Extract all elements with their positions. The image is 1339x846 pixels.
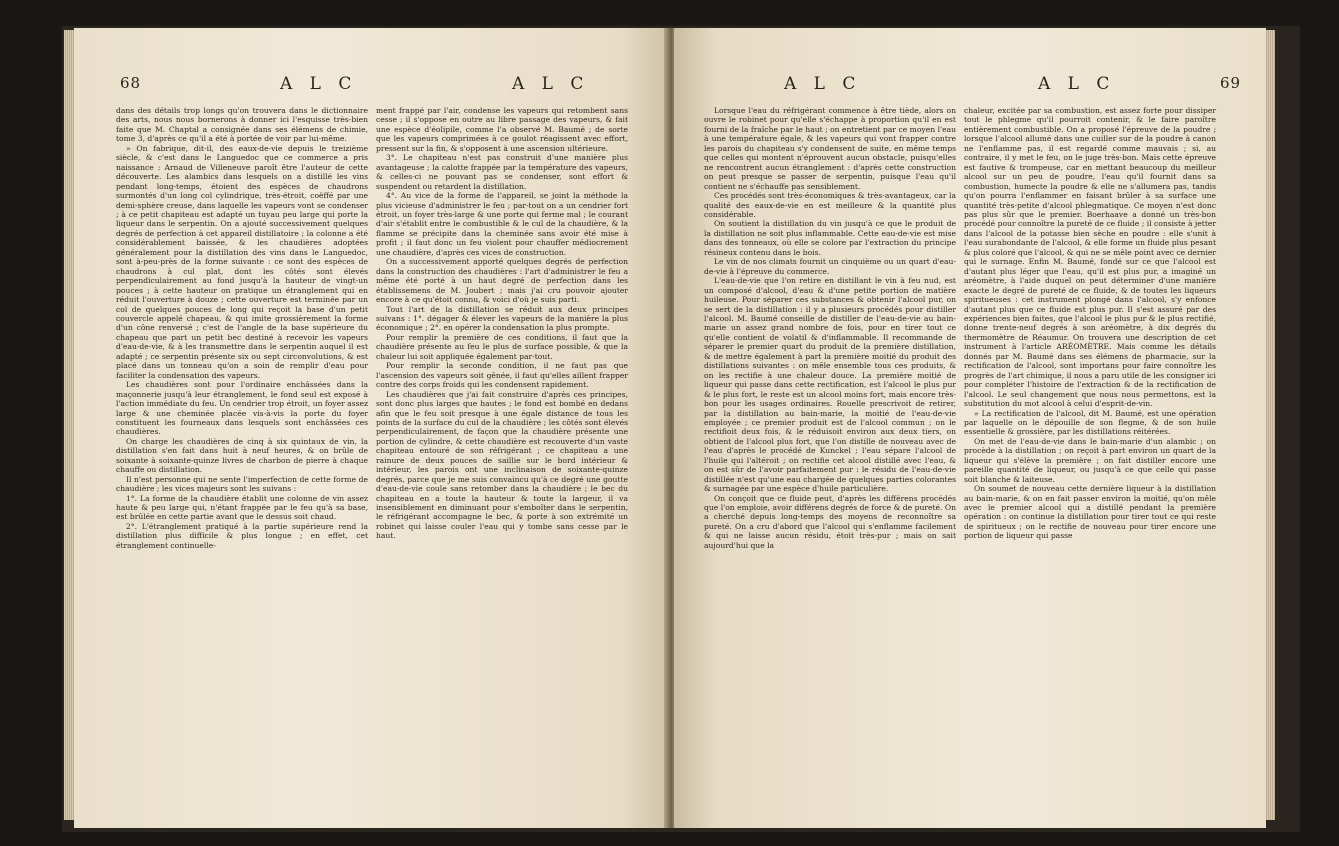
paragraph: Le vin de nos climats fournit un cinquième ou un quart d'eau-de-vie à l'épreuve du commerce. bbox=[704, 257, 956, 276]
paragraph: Pour remplir la première de ces conditions, il faut que la chaudière présente au feu le plus de surface possible, & que la chaleur lui soit appliquée également par-tout. bbox=[376, 332, 628, 361]
paragraph: Lorsque l'eau du réfrigérant commence à être tiède, alors on ouvre le robinet pour qu'elle s'échappe à proportion qu'il en est fourni de la fraîche par le haut ; on entretient par ce moyen l'eau à une température égale, & les vapeurs qui vont frapper contre les parois du chapiteau s'y condensent de suite, en même temps que celles qui montent n'éprouvent aucun obstacle, puisqu'elles ne rencontrent aucun étranglement : d'après cette construction on peut presque se passer de serpentin, puisque l'eau qu'il contient ne s'échauffe pas sensiblement. bbox=[704, 106, 956, 191]
paragraph: Pour remplir la seconde condition, il ne faut pas que l'ascension des vapeurs soit gênée, il faut qu'elles aillent frapper contre des corps froids qui les condensent rapidement. bbox=[376, 361, 628, 390]
paragraph: On a successivement apporté quelques degrés de perfection dans la construction des chaudières : l'art d'administrer le feu a même été porté à un haut degré de perfection dans les établissemens de M. Joubert ; mais j'ai cru pouvoir ajouter encore à ce qu'étoit connu, & voici d'où je suis parti. bbox=[376, 257, 628, 305]
running-head: A L C bbox=[280, 74, 358, 94]
paragraph: 3°. Le chapiteau n'est pas construit d'une manière plus avantageuse ; la calotte frappée par la température des vapeurs, & celles-ci ne pouvant pas se condenser, sont effort & suspendent ou retardent la distillation. bbox=[376, 153, 628, 191]
paragraph: ment frappé par l'air, condense les vapeurs qui retombent sans cesse ; il s'oppose en outre au libre passage des vapeurs, & fait une espèce d'éolipile, comme l'a observé M. Baumé ; de sorte que les vapeurs comprimées à ce goulot réagissent avec effort, pressent sur la fin, & s'opposent à une ascension ultérieure. bbox=[376, 106, 628, 153]
text-column-left bbox=[116, 106, 368, 550]
left-page-edges bbox=[64, 30, 74, 820]
right-page-header bbox=[674, 74, 1266, 98]
paragraph: 4°. Au vice de la forme de l'appareil, se joint la méthode la plus vicieuse d'administrer le feu ; par-tout on a un cendrier fort étroit, un foyer très-large & une porte qui ferme mal ; le courant d'air s'établit entre le combustible & le cul de la chaudière, & la flamme se précipite dans la cheminée sans avoir été mise à profit ; il faut donc un feu violent pour chauffer médiocrement une chaudière, d'après ces vices de construction. bbox=[376, 191, 628, 257]
paragraph: On conçoit que ce fluide peut, d'après les différens procédés que l'on emploie, avoir différens degrés de force & de pureté. On a cherché depuis long-temps des moyens de reconnoître sa pureté. On a cru d'abord que l'alcool qui s'enflamme facilement & qui ne laisse aucun résidu, étoit très-pur ; mais on sait aujourd'hui que la bbox=[704, 493, 956, 550]
paragraph: On charge les chaudières de cinq à six quintaux de vin, la distillation s'en fait dans huit à neuf heures, & on brûle de soixante à soixante-quinze livres de charbon de pierre à chaque chauffe ou distillation. bbox=[116, 436, 368, 475]
paragraph: » La rectification de l'alcool, dit M. Baumé, est une opération par laquelle on le dépouille de son flegme, & de son huile essentielle & grossière, par les distillations réitérées. bbox=[964, 408, 1216, 437]
paragraph: L'eau-de-vie que l'on retire en distillant le vin à feu nud, est un composé d'alcool, d'eau & d'une petite portion de matière huileuse. Pour séparer ces substances & obtenir l'alcool pur, on se sert de la distillation : il y a plusieurs procédés pour distiller l'alcool. M. Baumé conseille de distiller de l'eau-de-vie au bain-marie un assez grand nombre de fois, pour en tirer tout ce qu'elle contient de volatil & d'inflammable. Il recommande de séparer le premier quart du produit de la première distillation, & de mettre également à part la première moitié du produit des distillations suivantes : on mêle ensemble tous ces produits, & on les rectifie à une chaleur douce. La première moitié de liqueur qui passe dans cette rectification, est l'alcool le plus pur & le plus fort, le reste est un alcool moins fort, mais encore très-bon pour les usages ordinaires. Rouelle prescrivoit de retirer, par la distillation au bain-marie, la moitié de l'eau-de-vie employée ; ce premier produit est de l'alcool commun ; on le rectifioit deux fois, & le réduisoit environ aux deux tiers, on obtient de l'alcool plus fort, que l'on distille de nouveau avec de l'eau d'après le procédé de Kunckel ; l'eau sépare l'alcool de l'huile qui l'altéroit ; on rectifie cet alcool distillé avec l'eau, & on est sûr de l'avoir parfaitement pur : le résidu de l'eau-de-vie distillée n'est qu'une eau chargée de quelques parties colorantes & surnagée par une espèce d'huile particulière. bbox=[704, 276, 956, 494]
paragraph: » On fabrique, dit-il, des eaux-de-vie depuis le treizième siècle, & c'est dans le Languedoc que ce commerce a pris naissance : Arnaud de Villeneuve paroît être l'auteur de cette découverte. Les alambics dans lesquels on a distillé les vins pendant long-temps, étoient des espèces de chaudrons surmontés d'un long col cylindrique, très-étroit, coëffé par une demi-sphère creuse, dans laquelle les vapeurs vont se condenser ; à ce petit chapiteau est adapté un tuyau peu large qui porte la liqueur dans le serpentin. On a ajouté successivement quelques degrés de perfection à cet appareil distillatoire ; la colonne a été considérablement baissée, & les chaudières adoptées généralement pour la distillation des vins dans le Languedoc, sont à-peu-près de la forme suivante : ce sont des espèces de chaudrons à cul plat, dont les côtés sont élevés perpendiculairement au fond jusqu'à la hauteur de vingt-un pouces ; à cette hauteur on pratique un étranglement qui en réduit l'ouverture à douze ; cette ouverture est terminée par un col de quelques pouces de long qui reçoit la base d'un petit couvercle appelé chapeau, & qui imite grossièrement la forme d'un cône renversé ; c'est de l'angle de la base supérieure du chapeau que part un petit bec destiné à recevoir les vapeurs d'eau-de-vie, & à les transmettre dans le serpentin auquel il est adapté ; ce serpentin présente six ou sept circonvolutions, & est placé dans un tonneau qu'on a soin de remplir d'eau pour faciliter la condensation des vapeurs. bbox=[116, 143, 368, 380]
paragraph: Les chaudières sont pour l'ordinaire enchâssées dans la maçonnerie jusqu'à leur étranglement, le fond seul est exposé à l'action immédiate du feu. Un cendrier trop étroit, un foyer assez large & une cheminée placée vis-à-vis la porte du foyer constituent les fourneaux dans lesquels sont enchâssées ces chaudières. bbox=[116, 380, 368, 437]
text-column-left bbox=[704, 106, 956, 550]
paragraph: On soumet de nouveau cette dernière liqueur à la distillation au bain-marie, & on en fait passer environ la moitié, qu'on mêle avec le premier alcool qui a distillé pendant la première opération : on continue la distillation pour tirer tout ce qui reste de spiritueux ; on le rectifie de nouveau pour tirer encore une portion de liqueur qui passe bbox=[964, 484, 1216, 541]
paragraph: On met de l'eau-de-vie dans le bain-marie d'un alambic ; on procède à la distillation ; on reçoit à part environ un quart de la liqueur qui s'élève la première ; on fait distiller encore une pareille quantité de liqueur, ou jusqu'à ce que celle qui passe soit blanche & laiteuse. bbox=[964, 436, 1216, 484]
paragraph: Les chaudières que j'ai fait construire d'après ces principes, sont donc plus larges que hautes ; le fond est bombé en dedans afin que le feu soit presque à une égale distance de tous les points de la surface du cul de la chaudière ; les côtés sont élevés perpendiculairement, de façon que la chaudière présente une portion de cylindre, & cette chaudière est recouverte d'un vaste chapiteau entouré de son réfrigérant ; ce chapiteau a une rainure de deux pouces de saillie sur le bord intérieur & intérieur, les parois ont une inclinaison de soixante-quinze degrés, parce que je me suis convaincu qu'à ce degré une goutte d'eau-de-vie coule sans retomber dans la chaudière ; le bec du chapiteau en a toute la hauteur & toute la largeur, il va insensiblement en diminuant pour s'emboîter dans le serpentin, le réfrigérant accompagne le bec, & porte à son extrémité un robinet qui laisse couler l'eau qui y tombe sans cesse par le haut. bbox=[376, 389, 628, 541]
running-head: A L C bbox=[784, 74, 862, 94]
left-page bbox=[74, 28, 668, 828]
running-head: A L C bbox=[1038, 74, 1116, 94]
paragraph: 2°. L'étranglement pratiqué à la partie supérieure rend la distillation plus difficile & plus longue ; en effet, cet étranglement continuelle- bbox=[116, 521, 368, 550]
paragraph: dans des détails trop longs qu'on trouvera dans le dictionnaire des arts, nous nous bornerons à donner ici l'esquisse très-bien faite que M. Chaptal a consignée dans ses élémens de chimie, tome 3, d'après ce qu'il a été à portée de voir par lui-même. bbox=[116, 106, 368, 144]
paragraph: Il n'est personne qui ne sente l'imperfection de cette forme de chaudière ; les vices majeurs sont les suivans : bbox=[116, 474, 368, 494]
right-page bbox=[674, 28, 1266, 828]
text-column-right bbox=[964, 106, 1216, 541]
text-column-right bbox=[376, 106, 628, 541]
right-page-edges bbox=[1265, 30, 1275, 820]
paragraph: Ces procédés sont très-économiques & très-avantageux, car la qualité des eaux-de-vie en est meilleure & la quantité plus considérable. bbox=[704, 191, 956, 219]
paragraph: chaleur, excitée par sa combustion, est assez forte pour dissiper tout le phlegme qu'il pourroit contenir, & le faire paroître entièrement combustible. On a proposé l'épreuve de la poudre ; lorsque l'alcool allumé dans une cuiller sur de la poudre à canon ne l'enflamme pas, il est regardé comme mauvais ; si, au contraire, il y met le feu, on le juge très-bon. Mais cette épreuve est fautive & trompeuse, car en mettant beaucoup du meilleur alcool sur un peu de poudre, l'eau qu'il fournit dans sa combustion, humecte la poudre & elle ne s'allumera pas, tandis qu'on pourra l'enflammer en faisant brûler à sa surface une quantité très-petite d'alcool phlegmatique. Ce moyen n'est donc pas plus sûr que le premier. Boerhaave a donné un très-bon procédé pour connoître la pureté de ce fluide ; il consiste à jetter dans l'alcool de la potasse bien sèche en poudre : elle s'unit à l'eau surabondante de l'alcool, & elle forme un fluide plus pesant & plus coloré que l'alcool, & qui ne se mêle point avec ce dernier qui le surnage. Enfin M. Baumé, fondé sur ce que l'alcool est d'autant plus léger que l'eau, qu'il est plus pur, a imaginé un aréomètre, à l'aide duquel on peut déterminer d'une manière exacte le degré de pureté de ce fluide, & de toutes les liqueurs spiritueuses : cet instrument plongé dans l'alcool, s'y enfonce d'autant plus que ce fluide est plus pur. Il s'est assuré par des expériences bien faites, que l'alcool le plus pur & le plus rectifié, donne trente-neuf degrés à son aréomètre, à dix degrés du thermomètre de Réaumur. On trouvera une description de cet instrument à l'article ARÉOMÈTRE. Mais comme les détails donnés par M. Baumé dans ses élémens de pharmacie, sur la rectification de l'alcool, sont importans pour faire connoître les progrès de l'art chimique, il nous a paru utile de les consigner ici pour compléter l'histoire de l'extraction & de la rectification de l'alcool. Le seul changement que nous nous permettons, est la substitution du mot alcool à celui d'esprit-de-vin. bbox=[964, 106, 1216, 409]
paragraph: 1°. La forme de la chaudière établit une colonne de vin assez haute & peu large qui, n'étant frappée par le feu qu'à sa base, est brûlée en cette partie avant que le dessus soit chaud. bbox=[116, 493, 368, 522]
page-number: 68 bbox=[120, 74, 142, 92]
left-page-header bbox=[74, 74, 668, 98]
running-head: A L C bbox=[512, 74, 590, 94]
paragraph: On soutient la distillation du vin jusqu'à ce que le produit de la distillation ne soit plus inflammable. Cette eau-de-vie est mise dans des tonneaux, où elle se colore par l'extraction du principe résineux contenu dans le bois. bbox=[704, 219, 956, 257]
page-number: 69 bbox=[1220, 74, 1242, 92]
paragraph: Tout l'art de la distillation se réduit aux deux principes suivans : 1°. dégager & élever les vapeurs de la manière la plus économique ; 2°. en opérer la condensation la plus prompte. bbox=[376, 304, 628, 333]
